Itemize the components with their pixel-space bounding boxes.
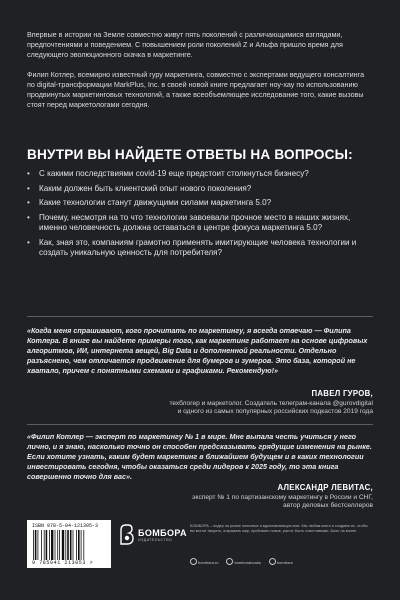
bullet-icon: • [27,198,30,207]
question-item: • Каким должен быть клиентский опыт нового поколения? [27,183,252,193]
bullet-icon: • [27,212,30,222]
publisher-sub: ИЗДАТЕЛЬСТВО [138,538,173,542]
globe-icon [190,558,197,565]
review-author-1 [33,389,373,417]
social-website[interactable]: bombora.ru [190,558,218,565]
question-item: • Как, зная это, компаниям грамотно применять имитирующие человека технологии и создать уникальную ценность для потребителя? [27,237,357,257]
barcode-icon [32,530,106,560]
question-item: • С какими последствиями covid-19 еще предстоит столкнуться бизнесу? [27,169,309,178]
bullet-icon: • [27,237,30,247]
publisher-logo [118,522,193,566]
author-description: эксперт № 1 по партизанскому маркетингу в России и СНГ, автор деловых бестселлеров [192,494,373,510]
publisher-socials [190,558,370,565]
questions-list [27,169,373,263]
author-description: техблогер и маркетолог. Создатель телеграм-канала @gurovdigital и одного из самых популярных российских подкастов 2019 года [169,400,373,416]
review-quote-2: «Филип Котлер — эксперт по маркетингу № 1 в мире. Мне выпала честь учиться у него лично, и я знаю, насколько точно он способен предсказывать грядущие изменения на рынке. Если хотите узнать, каким будет маркетинг в ближайшем будущем и в каких технологии инвестировать сегодня, чтобы оказаться среди лидеров к 2025 году, то эта книга совершенно точно для вас». [27,432,372,481]
bombora-logo-icon [118,522,136,546]
social-icon [226,558,233,565]
intro-text [27,30,373,120]
question-item: • Какие технологии станут движущими силами маркетинга 5.0? [27,198,272,207]
divider [27,424,373,425]
isbn-label: ISBN 978-5-04-121305-3 [32,523,99,529]
question-item: • Почему, несмотря на то что технологии завоевали прочное место в наших жизнях, именно человечность должна оставаться в центре фокуса маркетинга 5.0? [27,212,351,232]
publisher-info: БОМБОРА – лидер на рынке полезных и вдохновляющих книг. Мы любим книги и создаем их, чтобы вы могли творить, открывать мир, пробовать новое, расти. Быть счастливыми. Быть на волне. [190,524,368,534]
social-icon [269,558,276,565]
divider [27,316,373,317]
isbn-barcode [27,520,111,568]
social-books[interactable]: bomborabooks [226,558,260,565]
social-bombora[interactable]: bombora [269,558,293,565]
author-name: ПАВЕЛ ГУРОВ, [311,389,373,398]
questions-heading: ВНУТРИ ВЫ НАЙДЕТЕ ОТВЕТЫ НА ВОПРОСЫ: [27,147,353,162]
publisher-name: БОМБОРА [138,528,187,538]
review-author-2 [33,483,373,511]
intro-paragraph-2: Филип Котлер, всемирно известный гуру маркетинга, совместно с экспертами ведущего консалтинга по digital-трансформации MarkPlus, Inc. в своей новой книге предлагает ноу-хау по использованию продвинутых маркетинговых технологий, а также всеобъемлющее исследование того, какие вызовы стоят перед маркетологами сегодня. [27,70,365,109]
intro-paragraph-1: Впервые в истории на Земле совместно живут пять поколений с различающимися взглядами, предпочтениями и поведением. С повышением роли поколений Z и Альфа пришло время для следующего эволюционного скачка в маркетинге. [27,30,343,59]
bullet-icon: • [27,169,30,178]
isbn-digits: 9 785041 213053 > [32,560,94,566]
review-quote-1: «Когда меня спрашивают, кого прочитать по маркетингу, я всегда отвечаю — Филипа Котлера. В книге вы найдете примеры того, как маркетинг работает на основе цифровых алгоритмов, ИИ, интернета вещей, Big Data и дополненной реальности. Отдельно разъяснено, чем отличается продвижение для бумеров и зумеров. Это база, которой не хватало, причем с понятными схемами и графиками. Рекомендую!» [27,326,368,375]
bullet-icon: • [27,183,30,193]
author-name: АЛЕКСАНДР ЛЕВИТАС, [277,483,373,492]
